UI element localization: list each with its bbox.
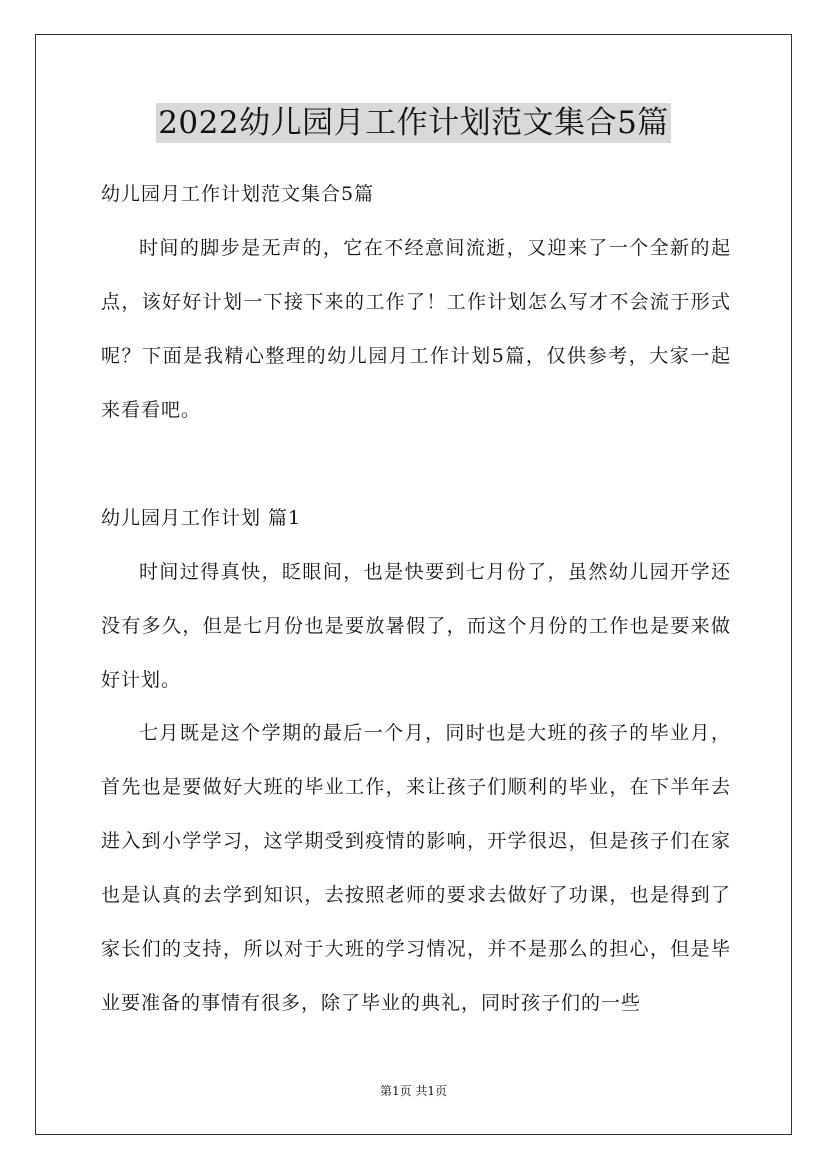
document-title: 2022幼儿园月工作计划范文集合5篇: [158, 105, 669, 141]
document-subtitle: 幼儿园月工作计划范文集合5篇: [101, 183, 375, 205]
title-container: [0, 103, 827, 143]
body-paragraph: 时间过得真快，眨眼间，也是快要到七月份了，虽然幼儿园开学还没有多久，但是七月份也是要放暑假了，而这个月份的工作也是要来做好计划。: [101, 561, 731, 691]
intro-paragraph: 时间的脚步是无声的，它在不经意间流逝，又迎来了一个全新的起点，该好好计划一下接下来的工作了！工作计划怎么写才不会流于形式呢？下面是我精心整理的幼儿园月工作计划5篇，仅供参考，大家一起来看看吧。: [101, 237, 731, 421]
body-paragraph: 七月既是这个学期的最后一个月，同时也是大班的孩子的毕业月，首先也是要做好大班的毕业工作，来让孩子们顺利的毕业，在下半年去进入到小学学习，这学期受到疫情的影响，开学很迟，但是孩子们在家也是认真的去学到知识，去按照老师的要求去做好了功课，也是得到了家长们的支持，所以对于大班的学习情况，并不是那么的担心，但是毕业要准备的事情有很多，除了毕业的典礼，同时孩子们的一些: [101, 722, 731, 1014]
section-heading: 幼儿园月工作计划 篇1: [101, 507, 302, 529]
page-footer: 第1页 共1页: [379, 1084, 448, 1098]
